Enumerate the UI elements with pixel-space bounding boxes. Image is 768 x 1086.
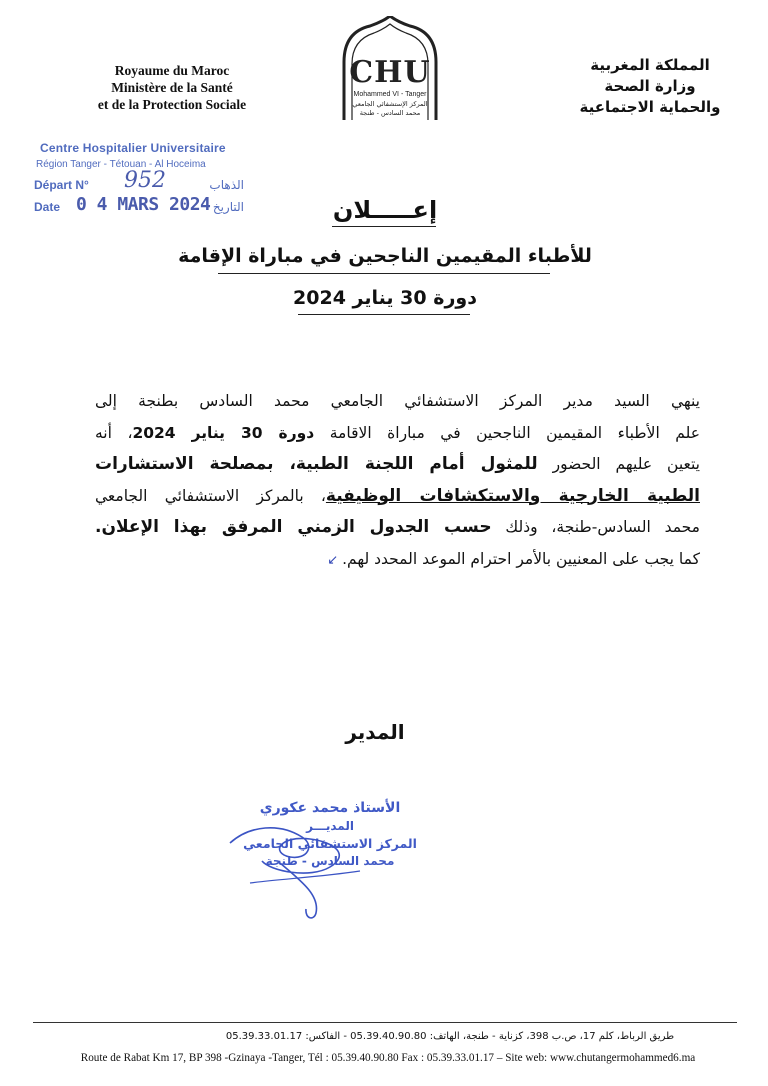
stamp-date-value: 0 4 MARS 2024 bbox=[76, 194, 211, 215]
logo-subtitle: Mohammed VI - Tanger bbox=[353, 91, 427, 98]
footer-address-arabic: طريق الرباط، كلم 17، ص.ب 398، كزناية - طنجة، الهاتف: 05.39.40.90.80 - الفاكس: 05.39.33.01.17 bbox=[225, 1031, 675, 1042]
director-role: المديـــر bbox=[306, 819, 354, 833]
body-committee: للمثول أمام اللجنة الطبية، بمصلحة الاستشارات bbox=[95, 454, 538, 474]
director-title: المدير bbox=[345, 720, 405, 744]
announcement-body bbox=[95, 386, 700, 576]
body-session-date: دورة 30 يناير 2024 bbox=[132, 423, 315, 442]
body-line-5: محمد السادس-طنجة، وذلك حسب الجدول الزمني المرفق بهذا الإعلان. bbox=[95, 517, 700, 537]
header-ar-line-1: المملكة المغربية bbox=[590, 56, 710, 74]
announcement-session: دورة 30 يناير 2024 bbox=[293, 287, 477, 309]
body-line-6: كما يجب على المعنيين بالأمر احترام الموعد المحدد لهم.↙ bbox=[327, 549, 700, 568]
end-mark-icon: ↙ bbox=[327, 552, 339, 568]
announcement-title: إعـــــلان bbox=[332, 196, 438, 224]
body-line-1: ينهي السيد مدير المركز الاستشفائي الجامعي محمد السادس بطنجة إلى bbox=[95, 392, 700, 410]
logo-arabic-line-2: محمد السادس - طنجة bbox=[359, 109, 421, 117]
stamp-line-2: Région Tanger - Tétouan - Al Hoceima bbox=[36, 159, 206, 170]
header-fr-line-2: Ministère de la Santé bbox=[111, 80, 233, 95]
header-fr-line-1: Royaume du Maroc bbox=[114, 63, 230, 78]
handwritten-signature bbox=[210, 805, 380, 925]
director-org: المركز الاستشفائي الجامعي bbox=[243, 836, 417, 851]
body-line-3: يتعين عليهم الحضور للمثول أمام اللجنة الطبية، بمصلحة الاستشارات bbox=[95, 454, 700, 474]
header-ar-line-3: والحماية الاجتماعية bbox=[579, 98, 721, 116]
director-name: الأستاذ محمد عكوري bbox=[259, 800, 401, 816]
session-underline bbox=[298, 314, 470, 315]
director-city: محمد السادس - طنجة bbox=[265, 854, 395, 868]
body-schedule: حسب الجدول الزمني المرفق بهذا الإعلان. bbox=[95, 517, 492, 537]
body-line-4: الطبية الخارجية والاستكشافات الوظيفية، بالمركز الاستشفائي الجامعي bbox=[95, 485, 700, 506]
stamp-line-1: Centre Hospitalier Universitaire bbox=[40, 141, 226, 155]
header-arabic bbox=[570, 55, 730, 118]
stamp-date-label: Date bbox=[34, 200, 61, 214]
header-french bbox=[82, 62, 262, 113]
logo-text: CHU bbox=[349, 55, 431, 90]
subtitle-underline bbox=[218, 273, 550, 274]
title-underline bbox=[332, 226, 436, 227]
stamp-depart-number: 952 bbox=[124, 168, 166, 193]
stamp-depart-label: Départ N° bbox=[34, 178, 89, 192]
announcement-subtitle: للأطباء المقيمين الناجحين في مباراة الإقامة bbox=[178, 245, 592, 267]
stamp-depart-label-ar: الذهاب bbox=[209, 178, 244, 192]
footer-divider bbox=[33, 1022, 737, 1023]
body-line-2: علم الأطباء المقيمين الناجحين في مباراة الاقامة دورة 30 يناير 2024، أنه bbox=[95, 423, 700, 442]
stamp-date-label-ar: التاريخ bbox=[212, 200, 244, 214]
footer-address-french: Route de Rabat Km 17, BP 398 -Gzinaya -Tanger, Tél : 05.39.40.90.80 Fax : 05.39.33.01.17 – Site web: www.chutangermohammed6.ma bbox=[80, 1052, 696, 1064]
header-fr-line-3: et de la Protection Sociale bbox=[97, 97, 247, 112]
chu-logo bbox=[330, 16, 450, 124]
header-ar-line-2: وزارة الصحة bbox=[604, 77, 696, 95]
logo-arabic-line-1: المركز الإستشفائي الجامعي bbox=[352, 100, 428, 108]
body-service: الطبية الخارجية والاستكشافات الوظيفية bbox=[325, 485, 700, 506]
